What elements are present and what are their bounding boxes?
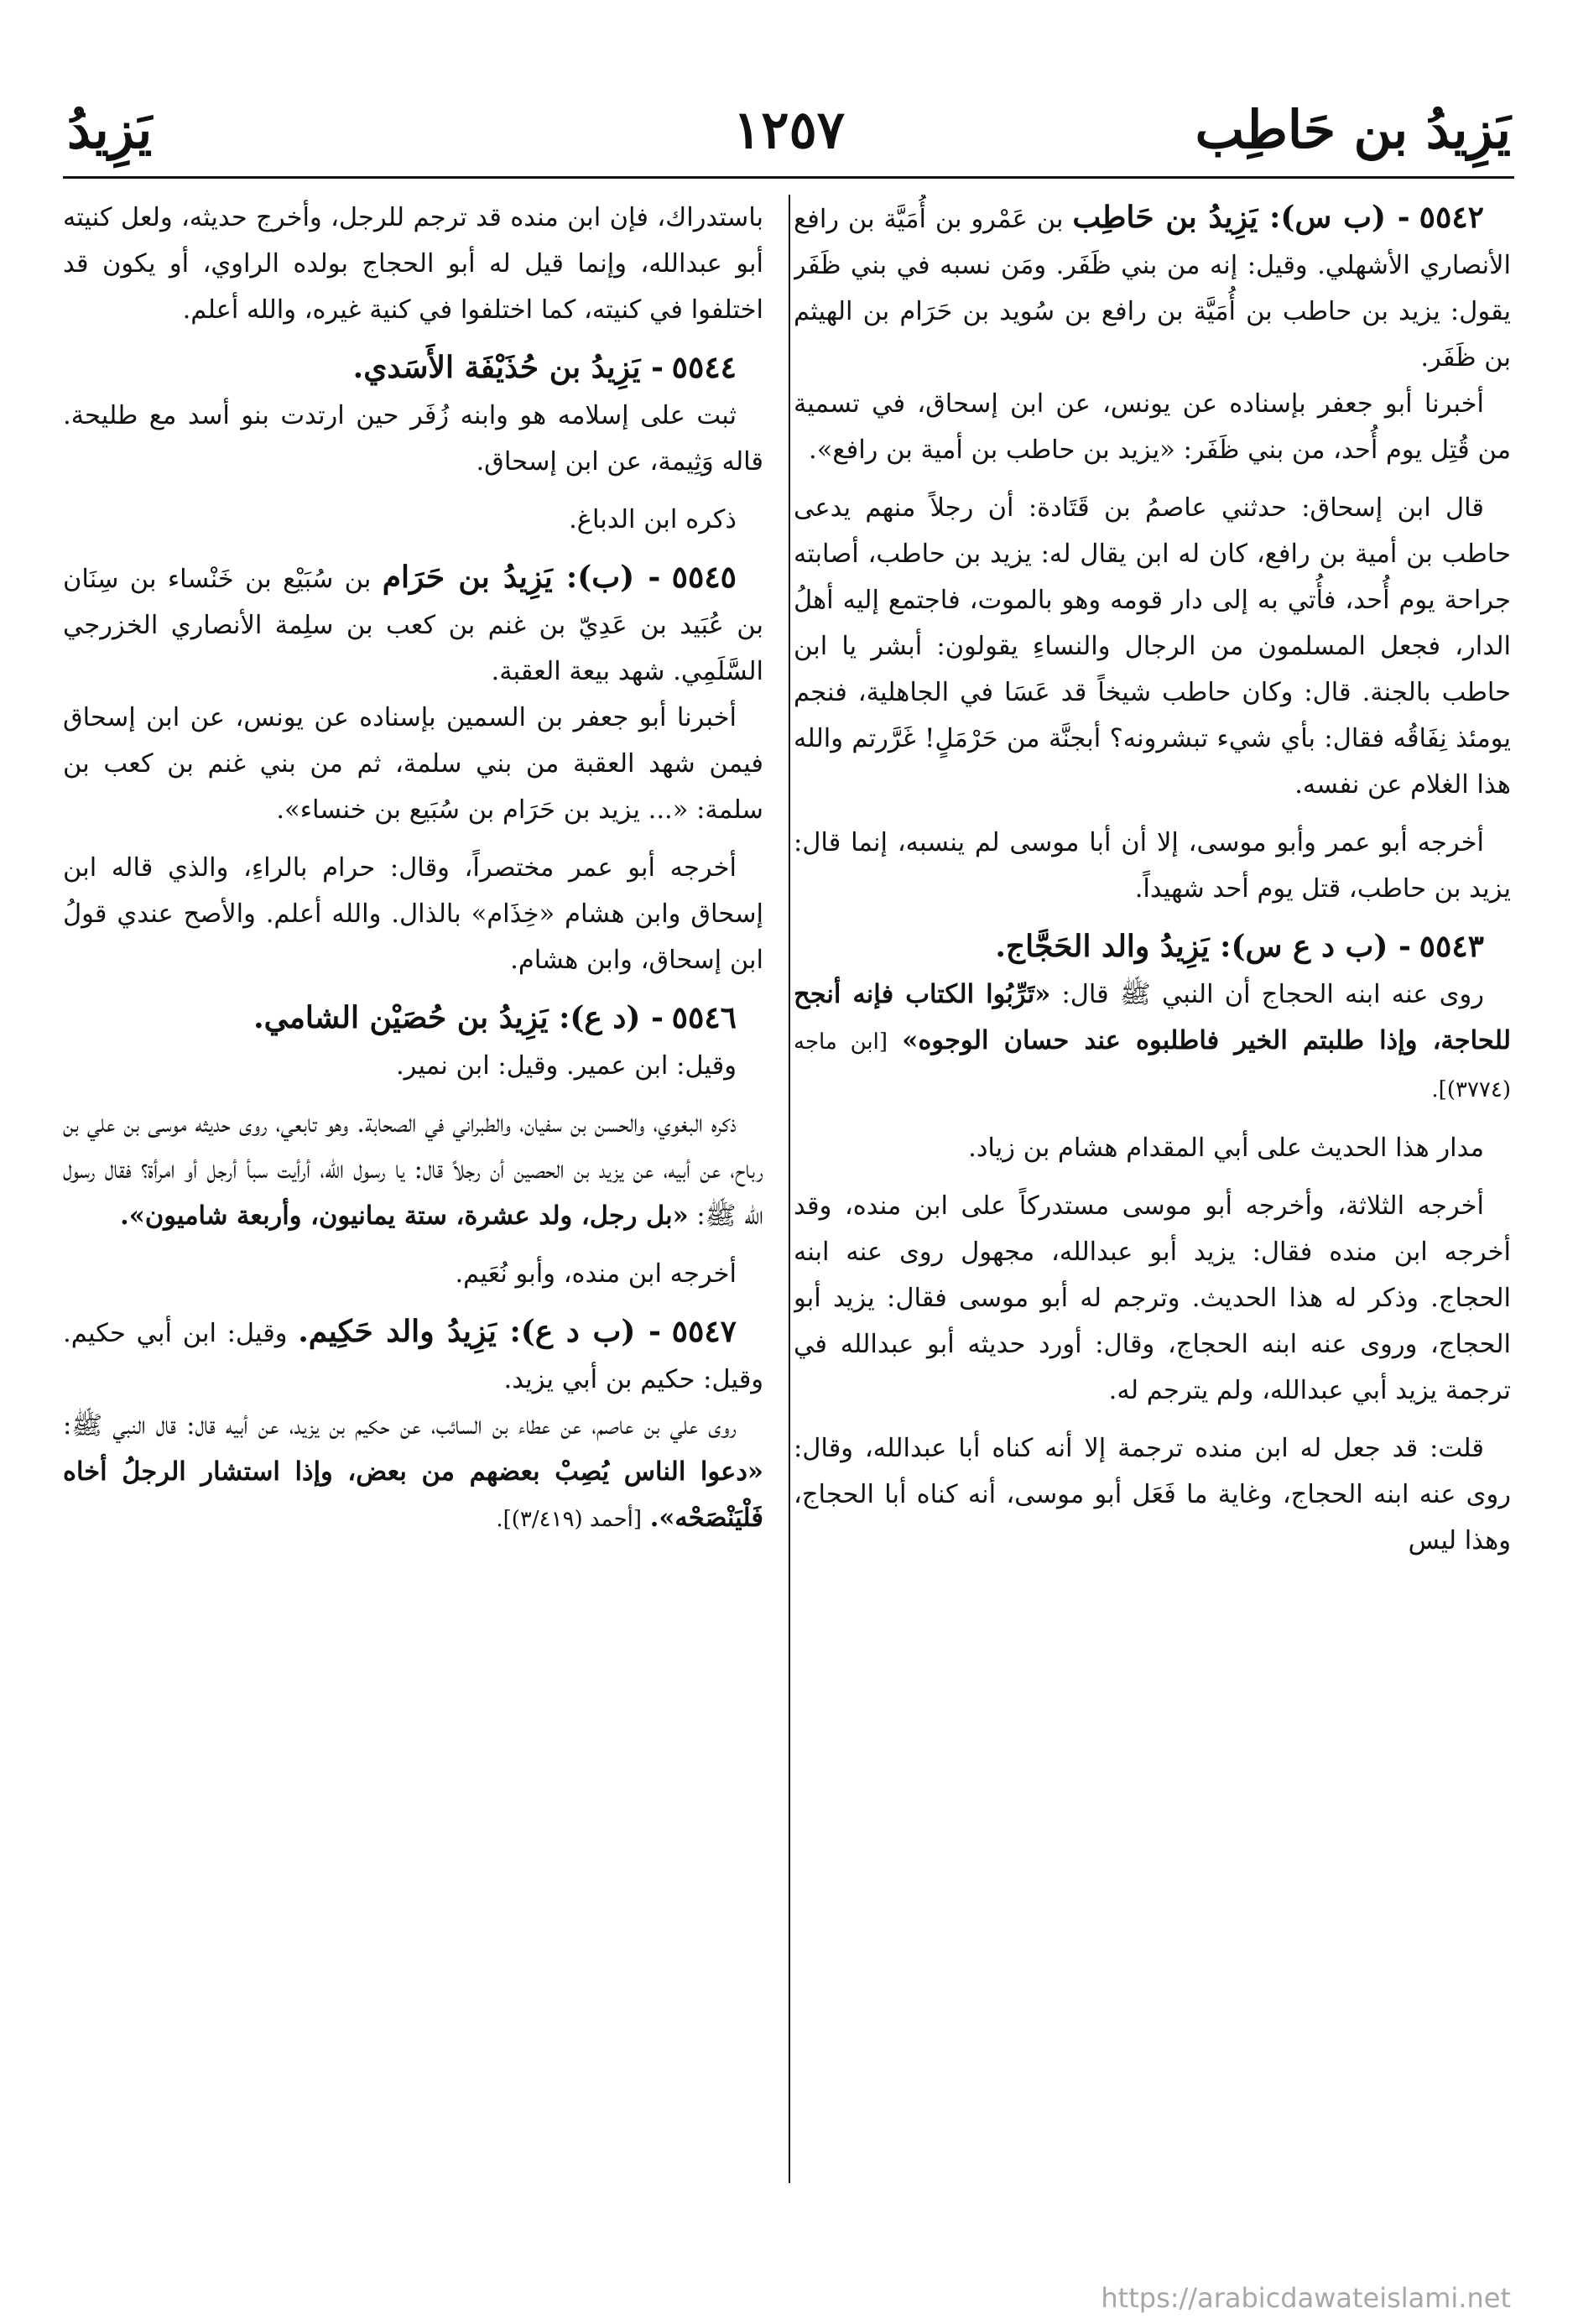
- paragraph: أخرجه ابن منده، وأبو نُعَيم.: [455, 1259, 737, 1289]
- hadith-intro: روى عنه ابنه الحجاج أن النبي ﷺ قال:: [1061, 980, 1485, 1009]
- header-title-left: يَزِيدُ: [67, 99, 153, 160]
- entry-heading: - (ب د ع): يَزِيدُ والد حَكِيم.: [298, 1314, 661, 1349]
- entry-number: ٥٥٤٣: [1419, 929, 1484, 964]
- hadith-text: «تَرِّبُوا الكتاب فإنه أنجح للحاجة، وإذا طلبتم الخير فاطلبوه عند حسان الوجوه»: [794, 979, 1511, 1055]
- paragraph: أخرجه أبو عمر وأبو موسى، إلا أن أبا موسى لم ينسبه، إنما قال: يزيد بن حاطب، قتل يوم أحد شهيداً.: [794, 828, 1511, 904]
- entry-heading: - يَزِيدُ بن حُذَيْفَة الأَسَدي.: [352, 350, 664, 385]
- paragraph: أخبرنا أبو جعفر بإسناده عن يونس، عن ابن إسحاق، في تسمية من قُتِل يوم أُحد، من بني ظَفَر: «يزيد بن حاطب بن أمية بن رافع».: [794, 389, 1511, 465]
- entry-text: بن سُبَيْع بن خَنْساء بن سِنَان بن عُبَيد بن عَدِيّ بن غنم بن كعب بن سلِمة الأنصاري الخزرجي السَّلَمِي. شهد بيعة العقبة.: [63, 565, 763, 686]
- entry-heading: - (د ع): يَزِيدُ بن حُصَيْن الشامي.: [253, 1000, 664, 1035]
- entry-number: ٥٥٤٧: [671, 1314, 737, 1349]
- hadith-paragraph: [63, 1101, 763, 1239]
- entry-5543: [794, 924, 1511, 972]
- entry-5544: [63, 345, 763, 393]
- hadith-paragraph: [63, 1403, 763, 1543]
- entry-heading: - (ب س): يَزِيدُ بن حَاطِب: [1072, 200, 1410, 235]
- entry-number: ٥٥٤٦: [671, 1000, 737, 1035]
- hadith-text: «بل رجل، ولد عشرة، ستة يمانيون، وأربعة شاميون».: [120, 1201, 689, 1231]
- entry-number: ٥٥٤٤: [671, 350, 737, 385]
- entry-5542: [794, 195, 1511, 381]
- entry-5546: [63, 995, 763, 1043]
- entry-heading: - (ب): يَزِيدُ بن حَرَام: [382, 560, 661, 595]
- watermark-url: https://arabicdawateislami.net: [1101, 2282, 1511, 2314]
- entry-number: ٥٥٤٥: [671, 560, 737, 595]
- paragraph: مدار هذا الحديث على أبي المقدام هشام بن زياد.: [968, 1133, 1484, 1163]
- entry-text: بن عَمْرو بن أُمَيَّة بن رافع الأنصاري الأشهلي. وقيل: إنه من بني ظَفَر. ومَن نسبه في بني ظَفَر يقول: يزيد بن حاطب بن أُمَيَّة بن رافع بن سُويد بن حَرَام بن الهيثم بن ظَفَر.: [794, 205, 1511, 373]
- paragraph: ذكره ابن الدباغ.: [569, 505, 737, 534]
- entry-text: وقيل: ابن أبي حكيم. وقيل: حكيم بن أبي يزيد.: [63, 1319, 763, 1394]
- right-column: [794, 195, 1511, 2191]
- hadith-intro: روى علي بن عاصم، عن عطاء بن السائب، عن حكيم بن يزيد، عن أبيه قال: قال النبي ﷺ:: [63, 1411, 737, 1441]
- page-number: ١٢٥٧: [732, 99, 846, 160]
- entry-5547: [63, 1309, 763, 1403]
- source-reference: [أحمد (٣/٤١٩)].: [496, 1507, 643, 1532]
- hadith-paragraph: [794, 972, 1511, 1113]
- paragraph: وقيل: ابن عمير. وقيل: ابن نمير.: [395, 1051, 737, 1081]
- paragraph: قال ابن إسحاق: حدثني عاصمُ بن قَتَادة: أن رجلاً منهم يدعى حاطب بن أمية بن رافع، كان له ابن يقال له: يزيد بن حاطب، أصابته جراحة يوم أُحد، فأُتي به إلى دار قومه وهو بالموت، فاجتمع إليه أهلُ الدار، فجعل المسلمون من الرجال والنساءِ يقولون: أبشر يا ابن حاطب بالجنة. قال: وكان حاطب شيخاً قد عَسَا في الجاهلية، فنجم يومئذ نِفَاقُه فقال: بأي شيء تبشرونه؟ أبجنَّة من حَرْمَلٍ! غَرَّرتم والله هذا الغلام عن نفسه.: [794, 493, 1511, 800]
- entry-number: ٥٥٤٢: [1419, 200, 1484, 235]
- entry-5545: [63, 555, 763, 695]
- source-reference: [ابن ماجه (٣٧٧٤)].: [794, 1029, 1511, 1102]
- paragraph: أخرجه الثلاثة، وأخرجه أبو موسى مستدركاً على ابن منده، وقد أخرجه ابن منده فقال: يزيد أبو عبدالله، مجهول روى عنه ابنه الحجاج. وذكر له هذا الحديث. وترجم له أبو موسى فقال: يزيد أبو الحجاج، وروى عنه ابنه الحجاج، وقال: أورد حديثه أبو عبدالله في ترجمة يزيد أبي عبدالله، ولم يترجم له.: [794, 1191, 1511, 1405]
- header-rule: [63, 176, 1514, 179]
- header-title-right: يَزِيدُ بن حَاطِب: [1195, 99, 1511, 160]
- hadith-intro: ذكره البغوي، والحسن بن سفيان، والطبراني في الصحابة. وهو تابعي، روى حديثه موسى بن علي بن رباح، عن أبيه، عن يزيد بن الحصين أن رجلاً قال: يا رسول الله، أرأيت سبأ أرجل أو امرأة؟ فقال رسول الله ﷺ:: [63, 1109, 763, 1231]
- paragraph: باستدراك، فإن ابن منده قد ترجم للرجل، وأخرج حديثه، ولعل كنيته أبو عبدالله، وإنما قيل له أبو الحجاج بولده الراوي، أو يكون قد اختلفوا في كنيته، كما اختلفوا في كنية غيره، والله أعلم.: [63, 203, 763, 325]
- running-header: [50, 99, 1528, 166]
- paragraph: أخرجه أبو عمر مختصراً، وقال: حرام بالراءِ، والذي قاله ابن إسحاق وابن هشام «خِذَام» بالذال. والله أعلم. والأصح عندي قولُ ابن إسحاق، وابن هشام.: [63, 853, 763, 975]
- column-divider: [789, 195, 790, 2183]
- hadith-text: «دعوا الناس يُصِبْ بعضهم من بعض، وإذا استشار الرجلُ أخاه فَلْيَنْصَحْه».: [63, 1456, 763, 1533]
- paragraph: أخبرنا أبو جعفر بن السمين بإسناده عن يونس، عن ابن إسحاق فيمن شهد العقبة من بني سلمة، ثم من بني غنم بن كعب بن سلمة: «... يزيد بن حَرَام بن سُبَيع بن خنساء».: [63, 703, 763, 825]
- left-column: [63, 195, 763, 2191]
- paragraph: ثبت على إسلامه هو وابنه زُفَر حين ارتدت بنو أسد مع طليحة. قاله وَثِيمة، عن ابن إسحاق.: [63, 401, 763, 477]
- entry-heading: - (ب د ع س): يَزِيدُ والد الحَجَّاج.: [995, 929, 1411, 964]
- paragraph: قلت: قد جعل له ابن منده ترجمة إلا أنه كناه أبا عبدالله، وقال: روى عنه ابنه الحجاج، وغاية ما فَعَل أبو موسى، أنه كناه أبا الحجاج، وهذا ليس: [794, 1434, 1511, 1555]
